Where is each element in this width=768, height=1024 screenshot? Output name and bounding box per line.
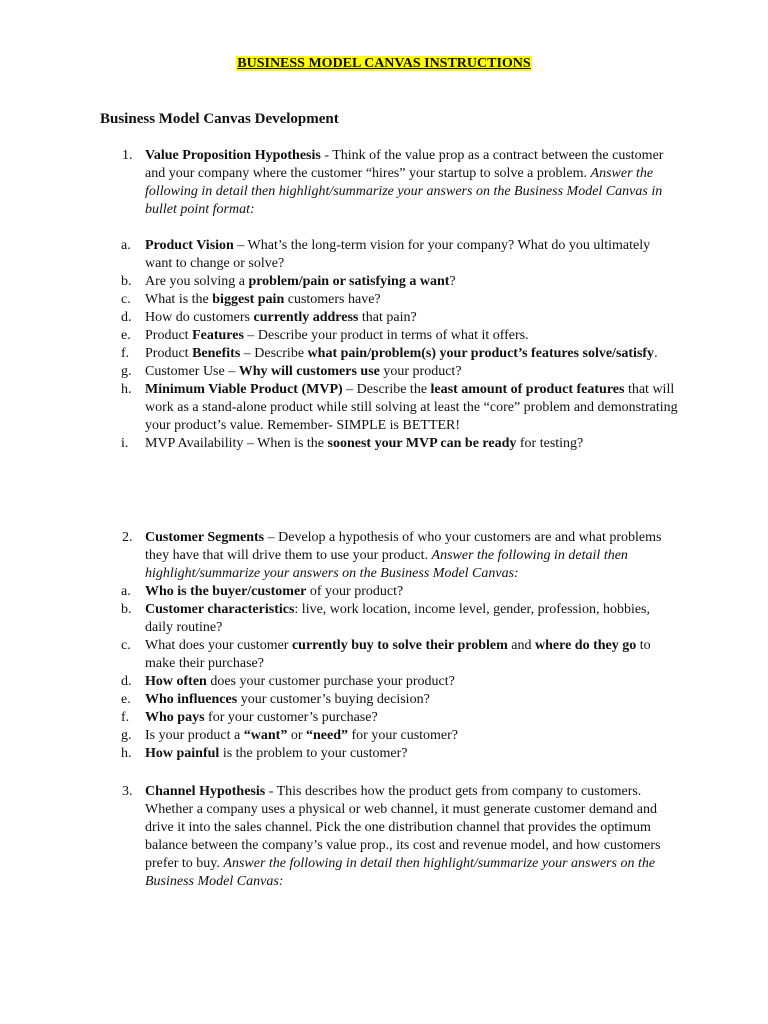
list-letter: f. (121, 346, 130, 361)
list-item (77, 601, 680, 637)
list-letter: e. (121, 328, 131, 343)
section-value-proposition (121, 147, 680, 453)
list-item (77, 691, 680, 709)
list-letter: a. (121, 238, 131, 253)
item-text: that will work as a stand-alone product while still solving at least the “core” problem and demonstrating your product’s value. Remember- SIMPLE is BETTER! (145, 382, 678, 433)
item-text: ? (449, 274, 456, 289)
section-channel-hypothesis (122, 783, 680, 891)
item-text: – What’s the long-term vision for your company? What do you ultimately want to change or solve? (145, 238, 651, 271)
list-letter: i. (121, 436, 129, 451)
item-text: Are you solving a (145, 274, 249, 289)
bold-text: Features (192, 328, 244, 343)
list-letter: a. (121, 584, 131, 599)
list-letter: h. (121, 382, 132, 397)
question-list (121, 237, 680, 453)
list-letter: g. (121, 364, 132, 379)
bold-text: soonest your MVP can be ready (327, 436, 517, 451)
item-text: for your customer? (348, 728, 459, 743)
title-wrap (0, 56, 768, 72)
bold-text: How often (145, 674, 207, 689)
bold-text: problem/pain or satisfying a want (248, 274, 450, 289)
list-item (77, 273, 680, 291)
list-item (77, 381, 680, 435)
list-letter: e. (121, 692, 131, 707)
bold-text: currently address (253, 310, 359, 325)
item-text: is the problem to your customer? (219, 746, 408, 761)
list-item (77, 745, 680, 763)
item-text: Is your product a (145, 728, 244, 743)
document-title: BUSINESS MODEL CANVAS INSTRUCTIONS (237, 56, 531, 71)
list-item (77, 291, 680, 309)
bold-text: Customer characteristics (145, 602, 295, 617)
list-letter: c. (121, 638, 131, 653)
list-item (77, 583, 680, 601)
item-text: customers have? (284, 292, 381, 307)
list-letter: b. (121, 602, 132, 617)
item-text: What is the (145, 292, 213, 307)
item-text: and (507, 638, 536, 653)
section-number: 3. (122, 784, 133, 799)
bold-text: Who influences (145, 692, 238, 707)
bold-text: what pain/problem(s) your product’s features solve/satisfy (307, 346, 655, 361)
item-text: How do customers (145, 310, 254, 325)
list-item (77, 637, 680, 673)
bold-text: Who is the buyer/customer (145, 584, 307, 599)
item-text: that pain? (358, 310, 417, 325)
item-text: Product (145, 328, 193, 343)
section-number: 1. (122, 148, 133, 163)
bold-text: least amount of product features (430, 382, 625, 397)
item-text: – Describe the (342, 382, 431, 397)
bold-text: where do they go (535, 638, 637, 653)
item-text: your product? (379, 364, 462, 379)
list-item (77, 237, 680, 273)
list-item (77, 727, 680, 745)
item-text: for testing? (516, 436, 584, 451)
item-text: – Describe (240, 346, 308, 361)
bold-text: Product Vision (145, 238, 234, 253)
section-heading: Customer Segments (145, 530, 265, 545)
item-text: Customer Use – (145, 364, 239, 379)
item-text: . (654, 346, 658, 361)
list-letter: d. (121, 674, 132, 689)
list-item (77, 363, 680, 381)
item-text: – Describe your product in terms of what it offers. (243, 328, 529, 343)
item-text: your customer’s buying decision? (237, 692, 430, 707)
item-text: MVP Availability – When is the (145, 436, 328, 451)
section-heading: Channel Hypothesis (145, 784, 266, 799)
list-item (77, 673, 680, 691)
list-item (77, 345, 680, 363)
bold-text: How painful (145, 746, 220, 761)
item-text: or (287, 728, 306, 743)
list-letter: f. (121, 710, 130, 725)
bold-text: Who pays (145, 710, 205, 725)
item-text: What does your customer (145, 638, 292, 653)
section-heading: Value Proposition Hypothesis (145, 148, 321, 163)
list-letter: b. (121, 274, 132, 289)
section-instruction: Answer the following in detail then highlight/summarize your answers on the Business Model Canvas in bullet point format: (145, 166, 663, 217)
section-instruction: Answer the following in detail then highlight/summarize your answers on the Business Model Canvas: (145, 856, 656, 889)
section-body: - This describes how the product gets from company to customers. Whether a company uses a physical or web channel, it must generate customer demand and drive it into the sales channel. Pick the one distribution channel that provides the optimum balance between the company’s value prop., its cost and revenue model, and how customers prefer to buy. (145, 784, 661, 871)
section-body: – Develop a hypothesis of who your customers are and what problems they have that will drive them to use your product. (145, 530, 662, 563)
item-text: to make their purchase? (145, 638, 651, 671)
item-text: : live, work location, income level, gender, profession, hobbies, daily routine? (145, 602, 650, 635)
bold-text: currently buy to solve their problem (291, 638, 508, 653)
bold-text: Minimum Viable Product (MVP) (145, 382, 343, 397)
section-instruction: Answer the following in detail then highlight/summarize your answers on the Business Model Canvas: (145, 548, 628, 581)
section-intro (145, 783, 680, 891)
item-text: does your customer purchase your product? (206, 674, 455, 689)
list-letter: h. (121, 746, 132, 761)
item-text: of your product? (306, 584, 404, 599)
section-body: - Think of the value prop as a contract between the customer and your company where the customer “hires” your startup to solve a problem. (145, 148, 664, 181)
section-customer-segments (121, 529, 680, 763)
bold-text: “need” (306, 728, 348, 743)
bold-text: Why will customers use (238, 364, 380, 379)
item-text: for your customer’s purchase? (204, 710, 378, 725)
list-item (77, 309, 680, 327)
list-letter: g. (121, 728, 132, 743)
list-item (77, 327, 680, 345)
section-subheading: Business Model Canvas Development (100, 111, 339, 127)
bold-text: biggest pain (212, 292, 285, 307)
list-letter: c. (121, 292, 131, 307)
list-item (77, 435, 680, 453)
item-text: Product (145, 346, 193, 361)
section-number: 2. (122, 530, 133, 545)
bold-text: Benefits (192, 346, 241, 361)
list-letter: d. (121, 310, 132, 325)
section-intro (145, 147, 680, 219)
question-list (121, 583, 680, 763)
bold-text: “want” (243, 728, 288, 743)
list-item (77, 709, 680, 727)
section-intro (145, 529, 680, 583)
